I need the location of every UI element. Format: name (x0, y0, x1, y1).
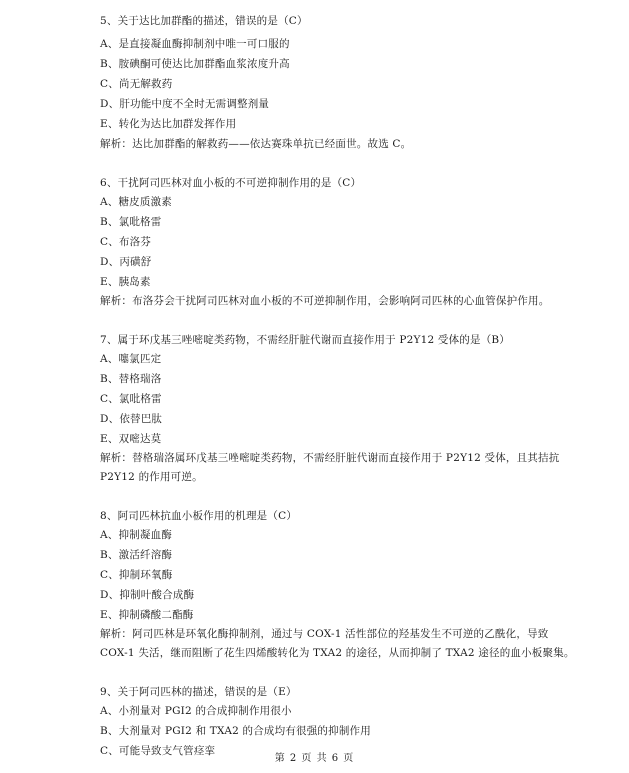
page-footer: 第 2 页 共 6 页 (274, 753, 355, 764)
question-5-analysis: 解析：达比加群酯的解救药——依达赛珠单抗已经面世。故选 C。 (100, 138, 412, 150)
question-7-option-e: E、双嘧达莫 (100, 433, 162, 445)
question-7-analysis-line-2: P2Y12 的作用可逆。 (100, 471, 203, 483)
question-5-option-b: B、胺碘酮可使达比加群酯血浆浓度升高 (100, 58, 290, 70)
question-9-option-a: A、小剂量对 PGI2 的合成抑制作用很小 (100, 705, 292, 717)
question-8-option-a: A、抑制凝血酶 (100, 529, 172, 541)
question-5-option-a: A、是直接凝血酶抑制剂中唯一可口服的 (100, 38, 290, 50)
question-8-option-d: D、抑制叶酸合成酶 (100, 589, 195, 601)
question-6-option-c: C、布洛芬 (100, 236, 152, 248)
question-7-option-c: C、氯吡格雷 (100, 393, 162, 405)
question-5-option-c: C、尚无解救药 (100, 78, 173, 90)
question-7-option-b: B、替格瑞洛 (100, 373, 162, 385)
question-7-stem: 7、属于环戊基三唑嘧啶类药物，不需经肝脏代谢而直接作用于 P2Y12 受体的是（B） (100, 334, 511, 346)
question-6-option-d: D、丙磺舒 (100, 256, 152, 268)
question-8-option-c: C、抑制环氧酶 (100, 569, 173, 581)
question-7-option-a: A、噻氯匹定 (100, 353, 162, 365)
question-5-option-e: E、转化为达比加群发挥作用 (100, 118, 237, 130)
question-6-option-b: B、氯吡格雷 (100, 216, 162, 228)
question-7-option-d: D、依替巴肽 (100, 413, 163, 425)
question-5-stem: 5、关于达比加群酯的描述，错误的是（C） (100, 15, 308, 27)
question-8-stem: 8、阿司匹林抗血小板作用的机理是（C） (100, 510, 298, 522)
question-8-analysis-line-2: COX-1 失活，继而阻断了花生四烯酸转化为 TXA2 的途径，从而抑制了 TXA2 途径的血小板聚集。 (100, 647, 575, 659)
question-7-analysis-line-1: 解析：替格瑞洛属环戊基三唑嘧啶类药物，不需经肝脏代谢而直接作用于 P2Y12 受体，且其拮抗 (100, 452, 560, 464)
question-9-option-b: B、大剂量对 PGI2 和 TXA2 的合成均有很强的抑制作用 (100, 725, 371, 737)
question-5-option-d: D、肝功能中度不全时无需调整剂量 (100, 98, 270, 110)
question-8-analysis-line-1: 解析：阿司匹林是环氧化酶抑制剂，通过与 COX-1 活性部位的羟基发生不可逆的乙酰化，导致 (100, 628, 549, 640)
question-9-stem: 9、关于阿司匹林的描述，错误的是（E） (100, 686, 297, 698)
question-6-analysis: 解析：布洛芬会干扰阿司匹林对血小板的不可逆抑制作用，会影响阿司匹林的心血管保护作用。 (100, 295, 550, 307)
question-6-option-a: A、糖皮质激素 (100, 196, 172, 208)
question-6-option-e: E、胰岛素 (100, 276, 151, 288)
question-6-stem: 6、干扰阿司匹林对血小板的不可逆抑制作用的是（C） (100, 177, 362, 189)
question-8-option-e: E、抑制磷酸二酯酶 (100, 609, 194, 621)
question-8-option-b: B、激活纤溶酶 (100, 549, 173, 561)
question-9-option-c: C、可能导致支气管痉挛 (100, 745, 216, 757)
